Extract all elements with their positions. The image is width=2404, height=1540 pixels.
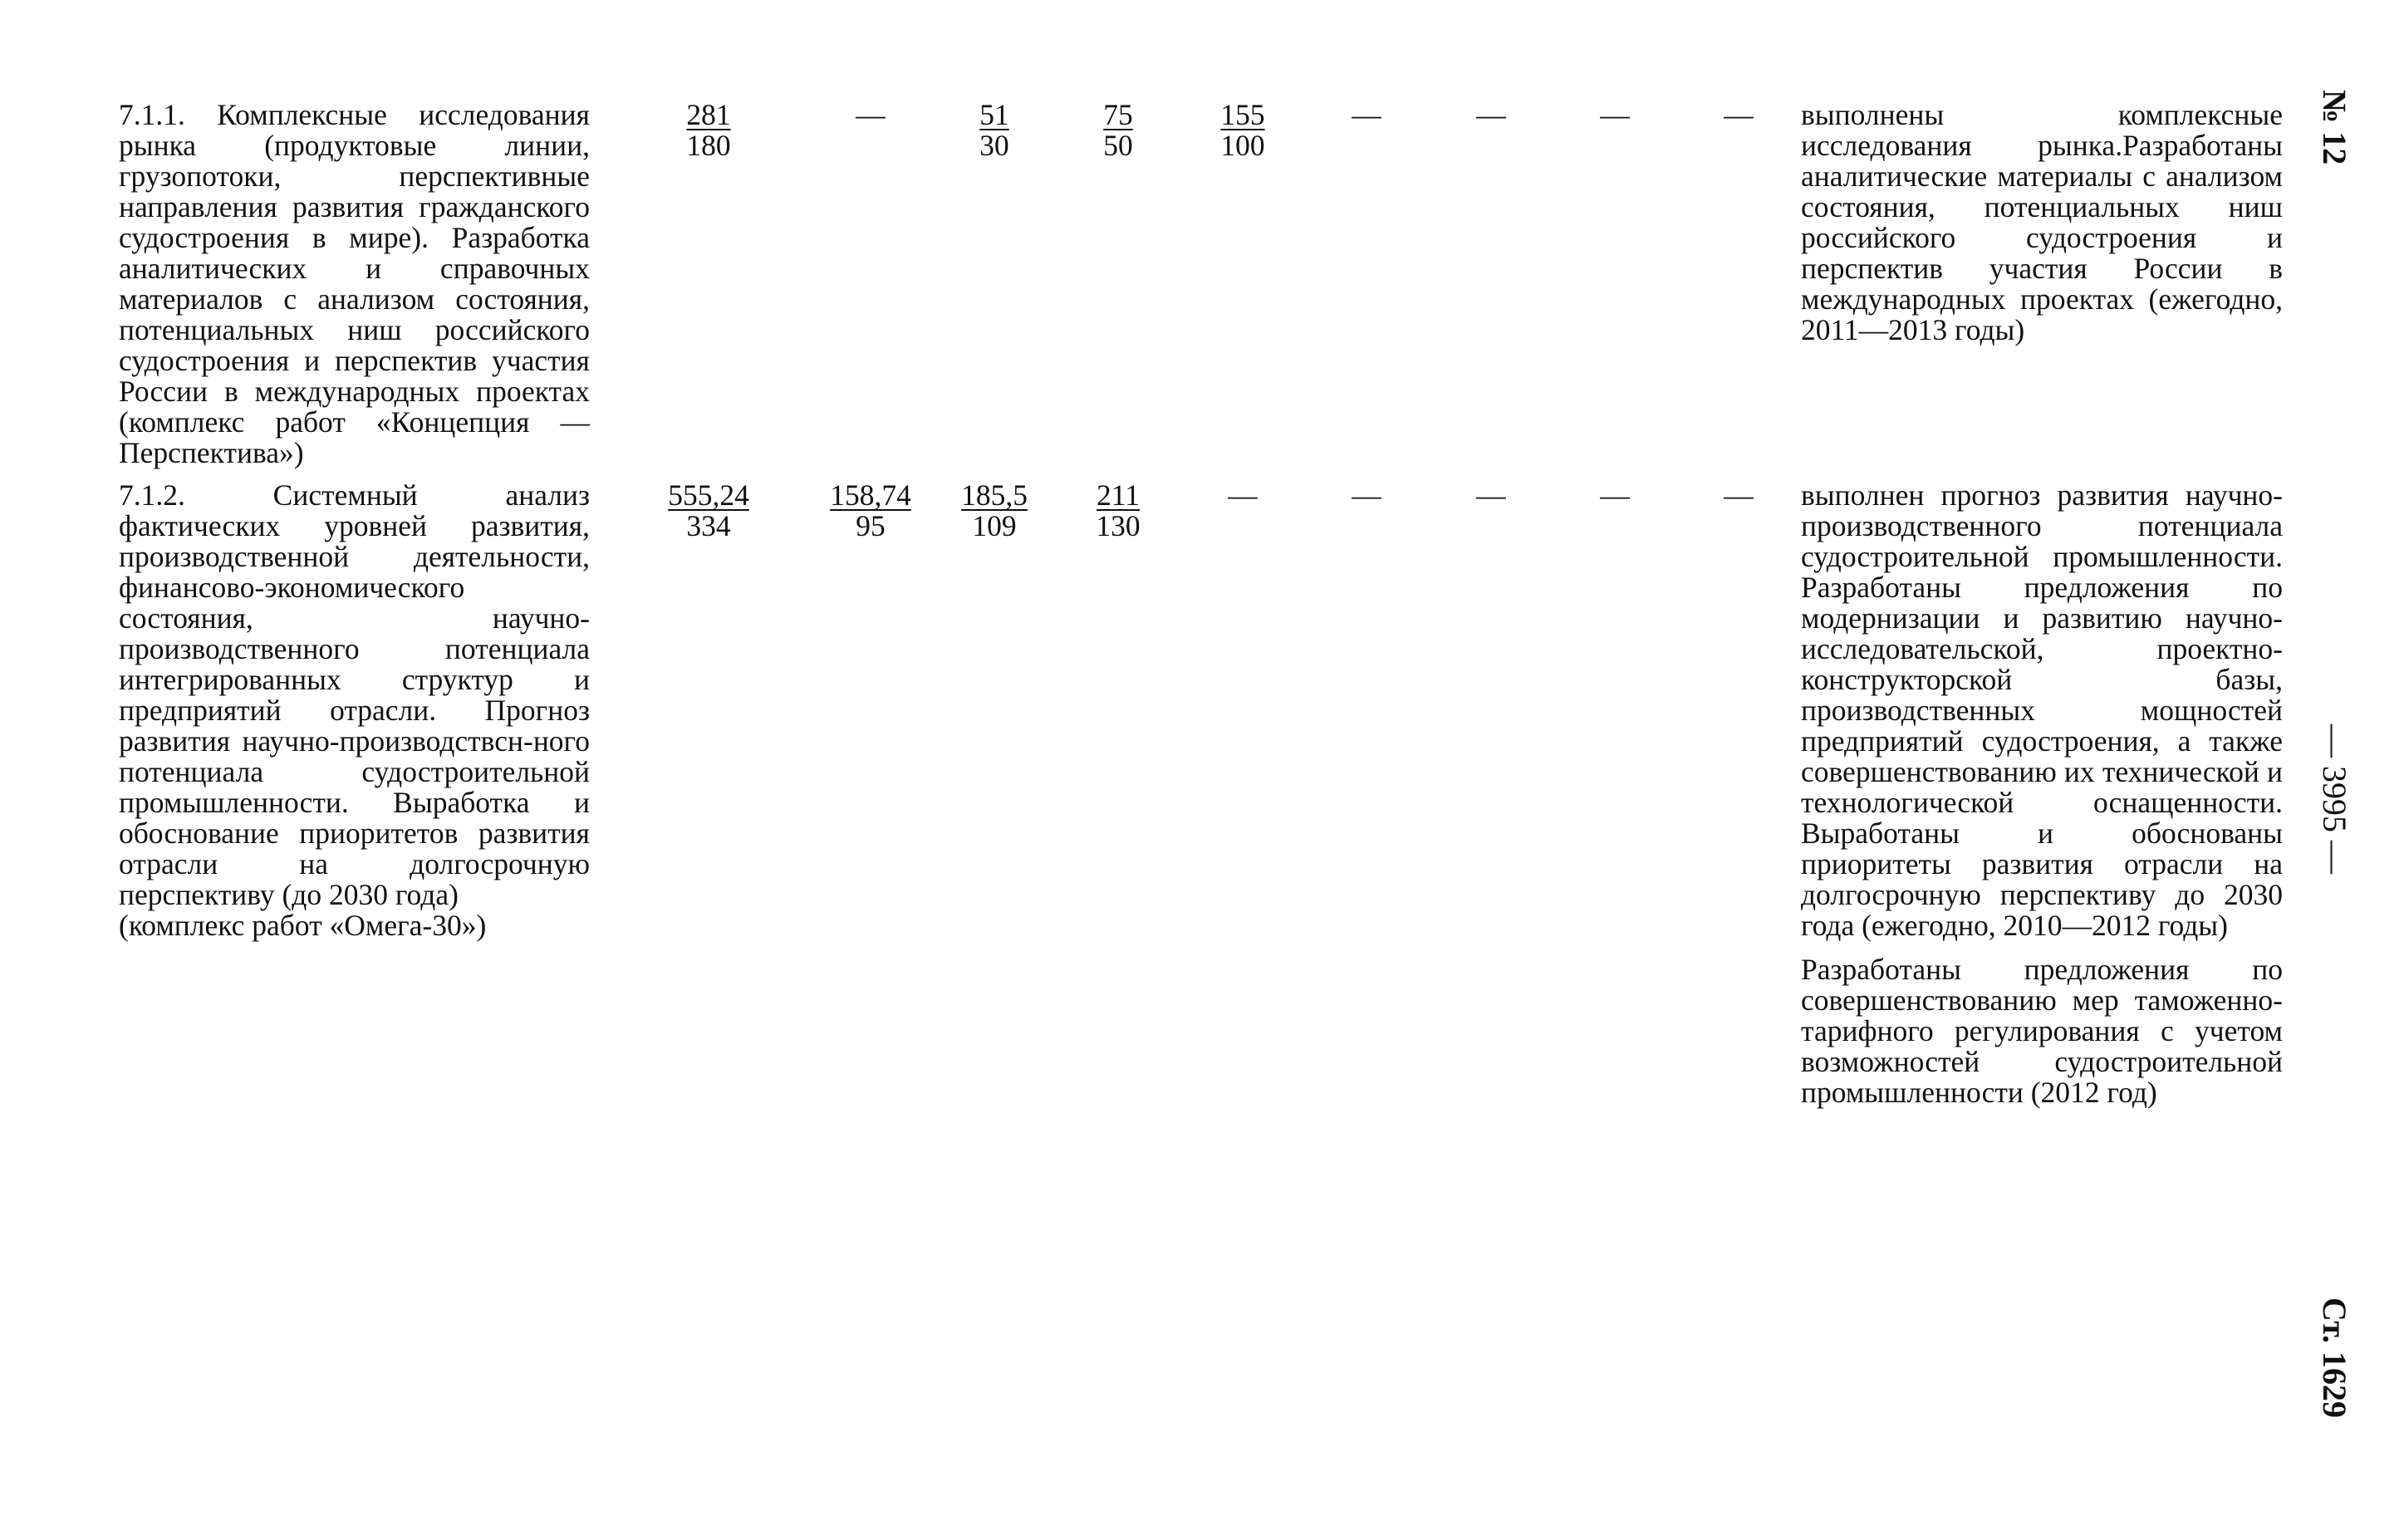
row-1-cell-3-denominator: 30	[979, 129, 1009, 162]
row-1-result	[1801, 100, 2283, 346]
row-2-cell-9	[1676, 480, 1801, 511]
row-2-cell-1-numerator: 555,24	[668, 478, 749, 512]
row-1-cell-1	[646, 100, 771, 161]
row-2-cell-1-denominator: 334	[686, 509, 731, 542]
row-1-result-text-1: выполнены комплексные исследования рынка.Разработаны аналитические материалы с анализом состояния, потенциальных ниш российского судостроения и перспектив участия России в международных проектах (ежегодно, 2011—2013 годы)	[1801, 98, 2283, 346]
row-1-cell-5-numerator: 155	[1220, 98, 1265, 131]
row-2-description-text: 7.1.2. Системный анализ фактических уровней развития, производственной деятельности, финансово-экономического состояния, научно-производственного потенциала интегрированных структур и предприятий отрасли. Прогноз развития научно-производствсн-ного потенциала судостроительной промышленности. Выработка и обоснование приоритетов развития отрасли на долгосрочную перспективу (до 2030 года)	[119, 478, 590, 911]
row-1-cell-6-dash: —	[1352, 98, 1381, 131]
row-1-cell-1-numerator: 281	[686, 98, 731, 131]
row-1-cell-7-dash: —	[1476, 98, 1506, 131]
row-1-cell-3	[932, 100, 1057, 161]
row-2-cell-1	[646, 480, 771, 542]
row-2-description	[119, 480, 590, 941]
row-2-cell-9-dash: —	[1724, 478, 1754, 512]
row-2-cell-7	[1429, 480, 1553, 511]
row-2-result-text-2: Разработаны предложения по совершенствованию мер таможенно-тарифного регулирования с учетом возможностей судостроительной промышленности (2012 год)	[1801, 953, 2283, 1109]
row-2-cell-5-dash: —	[1228, 478, 1258, 512]
row-1-cell-8	[1553, 100, 1677, 130]
page-number: — 3995 —	[2316, 724, 2353, 874]
row-1-cell-5	[1180, 100, 1305, 161]
row-2-result	[1801, 480, 2283, 1108]
row-2-cell-5	[1180, 480, 1305, 511]
row-1-cell-3-numerator: 51	[979, 98, 1009, 131]
row-2-cell-2	[808, 480, 933, 542]
issue-number: № 12	[2316, 90, 2353, 165]
row-1-cell-1-denominator: 180	[686, 129, 731, 162]
row-2-result-text-1: выполнен прогноз развития научно-производственного потенциала судостроительной промышленности. Разработаны предложения по модернизации и развитию научно-исследовательской, проектно-конструкторской базы, производственных мощностей предприятий судостроения, а также совершенствованию их технической и технологической оснащенности. Выработаны и обоснованы приоритеты развития отрасли на долгосрочную перспективу до 2030 года (ежегодно, 2010—2012 годы)	[1801, 478, 2283, 942]
row-2-cell-4-numerator: 211	[1097, 478, 1140, 512]
article-number: Ст. 1629	[2316, 1297, 2353, 1418]
row-1-cell-2	[808, 100, 933, 130]
row-2-cell-4	[1056, 480, 1180, 542]
row-2-cell-8	[1553, 480, 1677, 511]
row-2-cell-2-numerator: 158,74	[830, 478, 911, 512]
row-2-cell-3-denominator: 109	[972, 509, 1017, 542]
row-2-cell-4-denominator: 130	[1096, 509, 1141, 542]
row-1-cell-9-dash: —	[1724, 98, 1754, 131]
row-1-description: 7.1.1. Комплексные исследования рынка (продуктовые линии, грузопотоки, перспективные направления развития гражданского судостроения в мире). Разработка аналитических и справочных материалов с анализом состояния, потенциальных ниш российского судостроения и перспектив участия России в международных проектах (комплекс работ «Концепция — Перспектива»)	[119, 98, 590, 469]
row-2-cell-7-dash: —	[1476, 478, 1506, 512]
row-2-cell-8-dash: —	[1600, 478, 1630, 512]
row-1-cell-8-dash: —	[1600, 98, 1630, 131]
row-2-description-note: (комплекс работ «Омега-30»)	[119, 909, 487, 942]
row-2-cell-3	[932, 480, 1057, 542]
row-2-cell-3-numerator: 185,5	[961, 478, 1028, 512]
row-2-cell-6	[1304, 480, 1429, 511]
row-1-cell-4-numerator: 75	[1103, 98, 1133, 131]
row-1-cell-5-denominator: 100	[1220, 129, 1265, 162]
row-1-cell-4-denominator: 50	[1103, 129, 1133, 162]
row-1-cell-7	[1429, 100, 1553, 130]
row-2-cell-6-dash: —	[1352, 478, 1381, 512]
row-1-cell-6	[1304, 100, 1429, 130]
row-1-cell-4	[1056, 100, 1180, 161]
row-2-cell-2-denominator: 95	[856, 509, 886, 542]
row-1-cell-9	[1676, 100, 1801, 130]
row-1-cell-2-dash: —	[856, 98, 886, 131]
